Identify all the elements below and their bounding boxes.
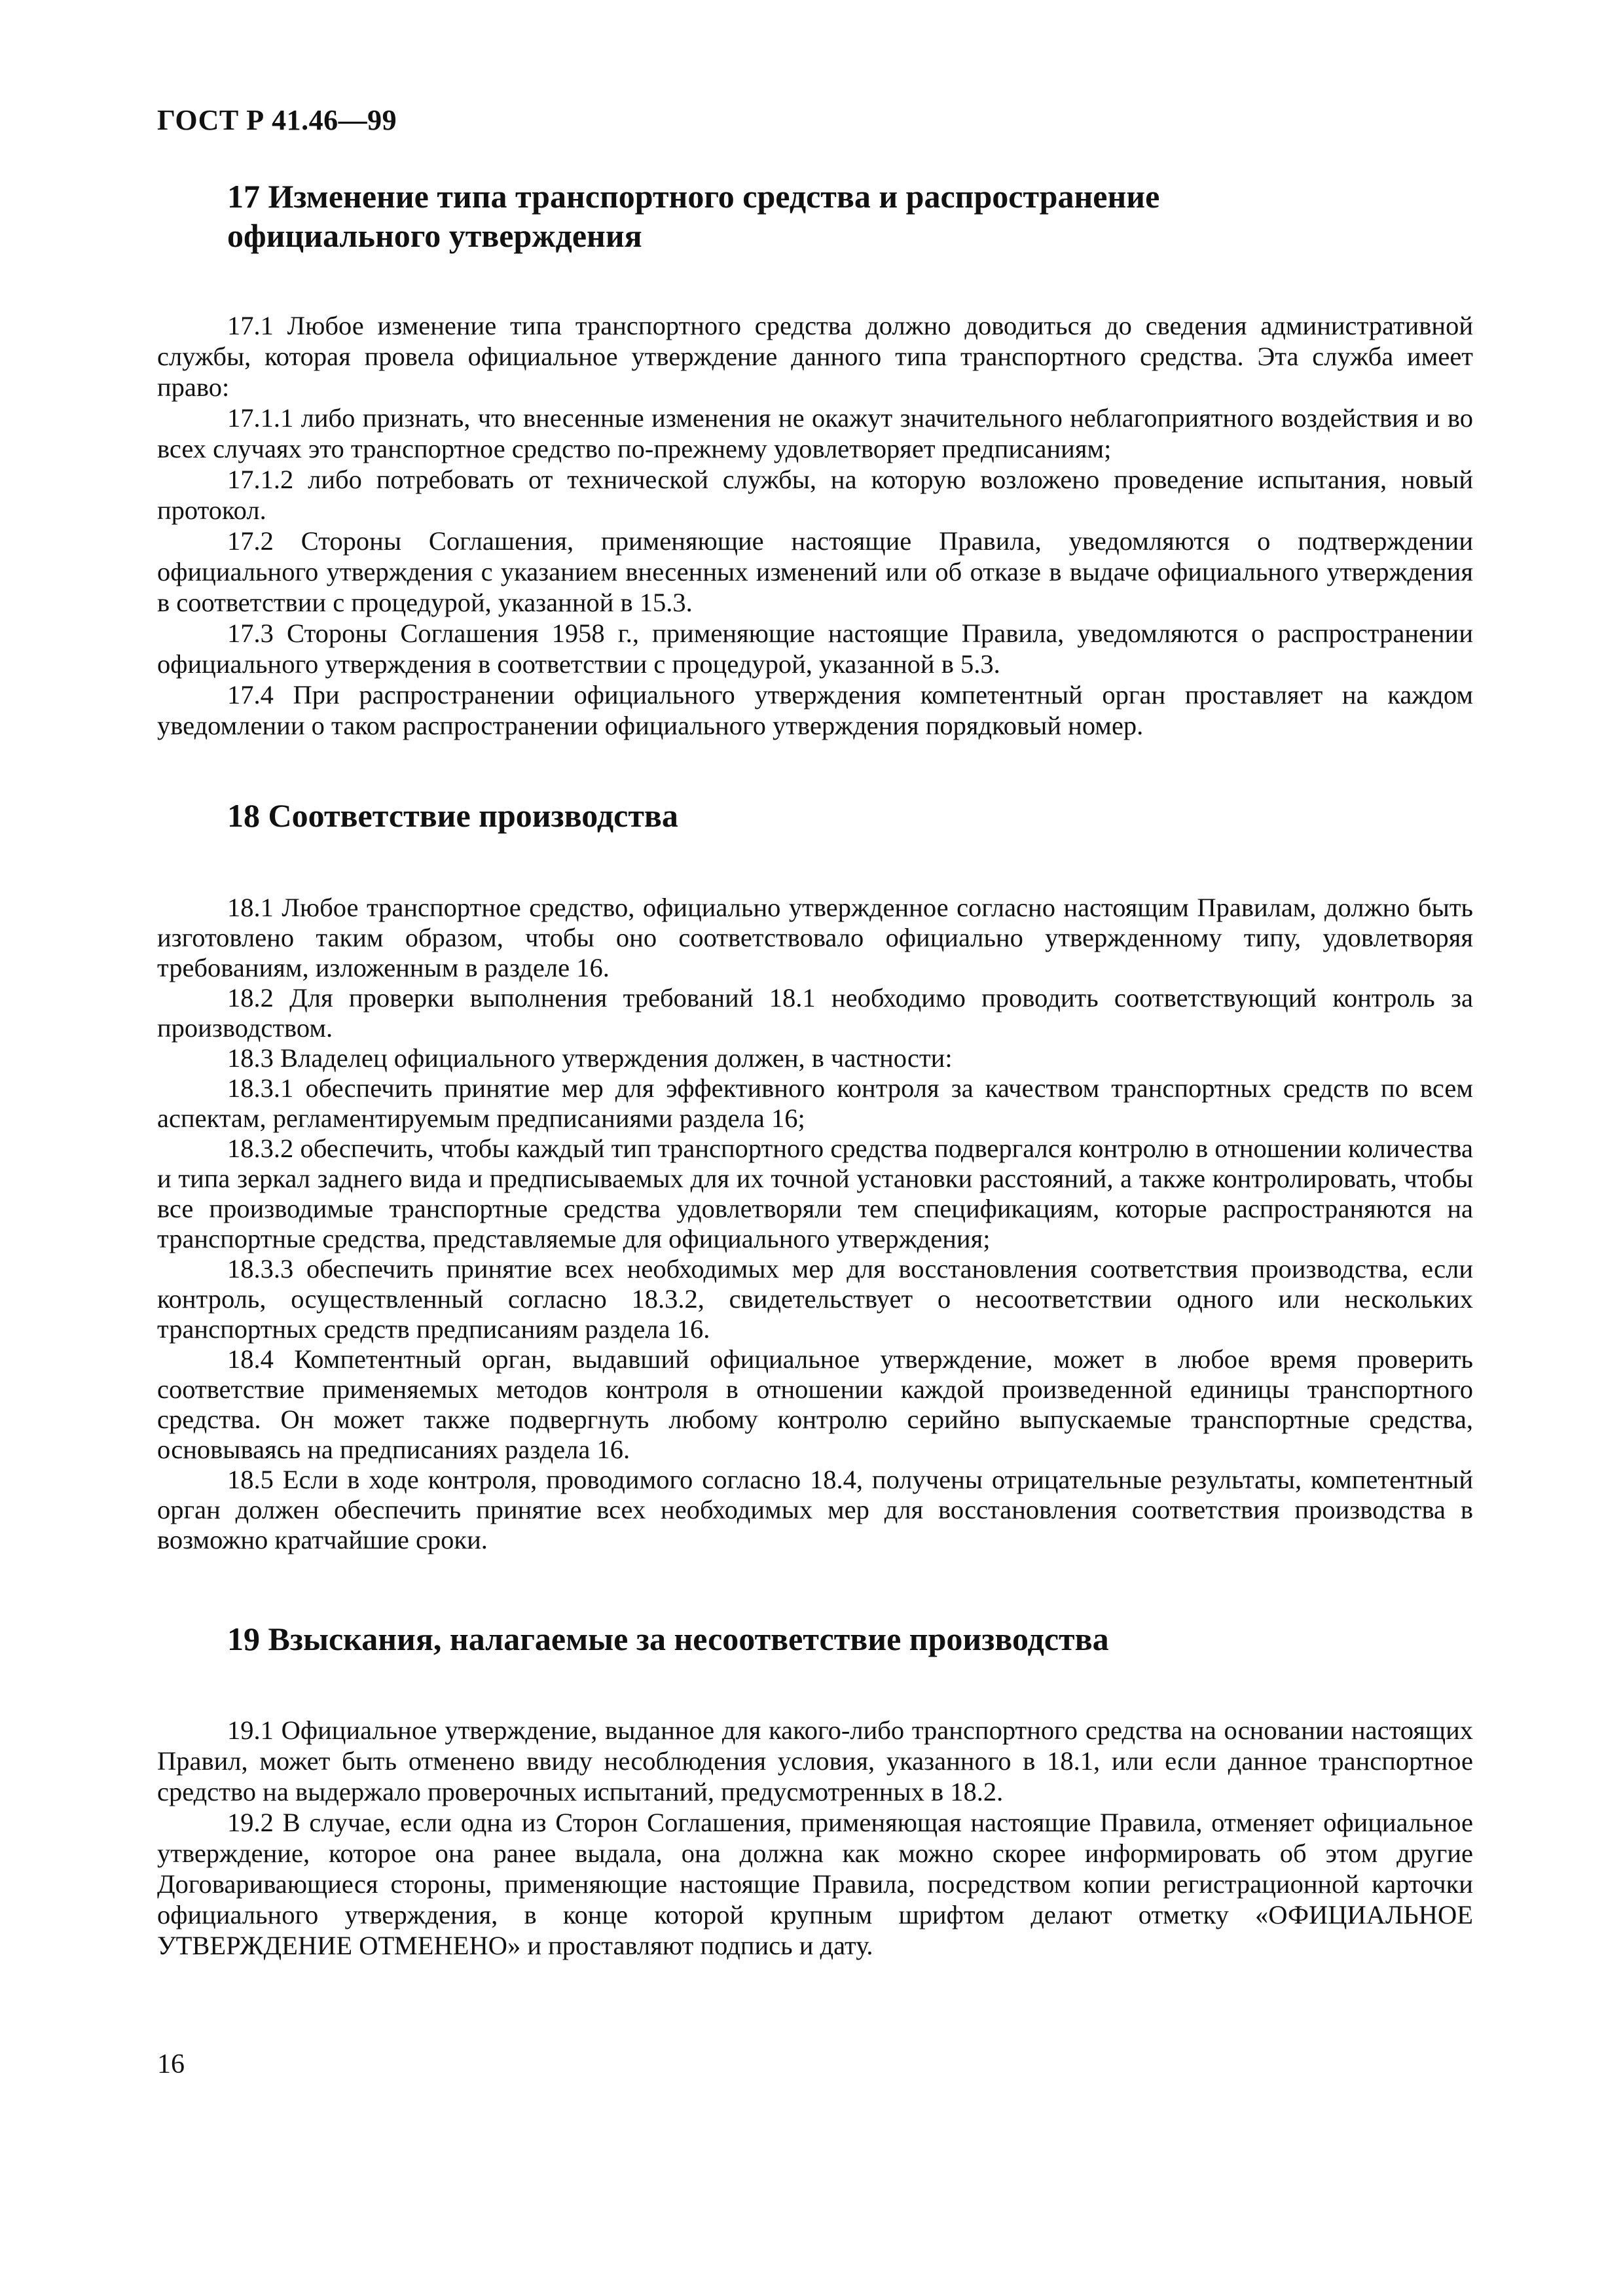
paragraph-18-3-2: 18.3.2 обеспечить, чтобы каждый тип транспортного средства подвергался контролю в отношении количества и типа зеркал заднего вида и предписываемых для их точной установки расстояний, а также контролировать, чтобы все производимые транспортные средства удовлетворяли тем спецификациям, которые распространяются на транспортные средства, представляемые для официального утверждения; (157, 1134, 1473, 1253)
paragraph-18-3-1: 18.3.1 обеспечить принятие мер для эффективного контроля за качеством транспортных средств по всем аспектам, регламентируемым предписаниями раздела 16; (157, 1073, 1473, 1133)
section-19-title: 19 Взыскания, налагаемые за несоответствие производства (227, 1621, 1109, 1657)
paragraph-18-3-3: 18.3.3 обеспечить принятие всех необходимых мер для восстановления соответствия производства, если контроль, осуществленный согласно 18.3.2, свидетельствует о несоответствии одного или нескольких транспортных средств предписаниям раздела 16. (157, 1254, 1473, 1344)
paragraph-17-3: 17.3 Стороны Соглашения 1958 г., применяющие настоящие Правила, уведомляются о распространении официального утверждения в соответствии с процедурой, указанной в 5.3. (157, 619, 1473, 679)
section-19 (157, 1619, 1473, 1961)
paragraph-19-1: 19.1 Официальное утверждение, выданное для какого-либо транспортного средства на основании настоящих Правил, может быть отменено ввиду несоблюдения условия, указанного в 18.1, или если данное транспортное средство на выдержало проверочных испытаний, предусмотренных в 18.2. (157, 1715, 1473, 1806)
paragraph-18-1: 18.1 Любое транспортное средство, официально утвержденное согласно настоящим Правилам, должно быть изготовлено таким образом, чтобы оно соответствовало официально утвержденному типу, удовлетворяя требованиям, изложенным в разделе 16. (157, 893, 1473, 982)
paragraph-17-1-1: 17.1.1 либо признать, что внесенные изменения не окажут значительного неблагоприятного воздействия и во всех случаях это транспортное средство по-прежнему удовлетворяет предписаниям; (157, 403, 1473, 463)
paragraph-18-5: 18.5 Если в ходе контроля, проводимого согласно 18.4, получены отрицательные результаты, компетентный орган должен обеспечить принятие всех необходимых мер для восстановления соответствия производства в возможно кратчайшие сроки. (157, 1465, 1473, 1554)
section-17-title-line-2: официального утверждения (227, 217, 642, 254)
section-17-title (157, 177, 1473, 255)
section-18 (157, 796, 1473, 1555)
paragraph-17-1: 17.1 Любое изменение типа транспортного средства должно доводиться до сведения административной службы, которая провела официальное утверждение данного типа транспортного средства. Эта служба имеет право: (157, 311, 1473, 402)
paragraph-18-4: 18.4 Компетентный орган, выдавший официальное утверждение, может в любое время проверить соответствие применяемых методов контроля в отношении каждой произведенной единицы транспортного средства. Он может также подвергнуть любому контролю серийно выпускаемые транспортные средства, основываясь на предписаниях раздела 16. (157, 1344, 1473, 1464)
standard-id-header: ГОСТ Р 41.46—99 (157, 104, 397, 136)
section-17-title-line-1: 17 Изменение типа транспортного средства и распространение (227, 178, 1160, 215)
section-18-title: 18 Соответствие производства (227, 797, 678, 834)
paragraph-17-4: 17.4 При распространении официального утверждения компетентный орган проставляет на каждом уведомлении о таком распространении официального утверждения порядковый номер. (157, 680, 1473, 740)
paragraph-17-2: 17.2 Стороны Соглашения, применяющие настоящие Правила, уведомляются о подтверждении официального утверждения с указанием внесенных изменений или об отказе в выдаче официального утверждения в соответствии с процедурой, указанной в 15.3. (157, 526, 1473, 617)
paragraph-18-3: 18.3 Владелец официального утверждения должен, в частности: (227, 1043, 953, 1073)
page-content (157, 177, 1473, 1961)
paragraph-19-2: 19.2 В случае, если одна из Сторон Соглашения, применяющая настоящие Правила, отменяет официальное утверждение, которое она ранее выдала, она должна как можно скорее информировать об этом другие Договаривающиеся стороны, применяющие настоящие Правила, посредством копии регистрационной карточки официального утверждения, в конце которой крупным шрифтом делают отметку «ОФИЦИАЛЬНОЕ УТВЕРЖДЕНИЕ ОТМЕНЕНО» и проставляют подпись и дату. (157, 1808, 1473, 1960)
paragraph-18-2: 18.2 Для проверки выполнения требований 18.1 необходимо проводить соответствующий контроль за производством. (157, 983, 1473, 1043)
paragraph-17-1-2: 17.1.2 либо потребовать от технической службы, на которую возложено проведение испытания, новый протокол. (157, 465, 1473, 525)
page-number: 16 (157, 2049, 185, 2079)
section-17 (157, 177, 1473, 741)
